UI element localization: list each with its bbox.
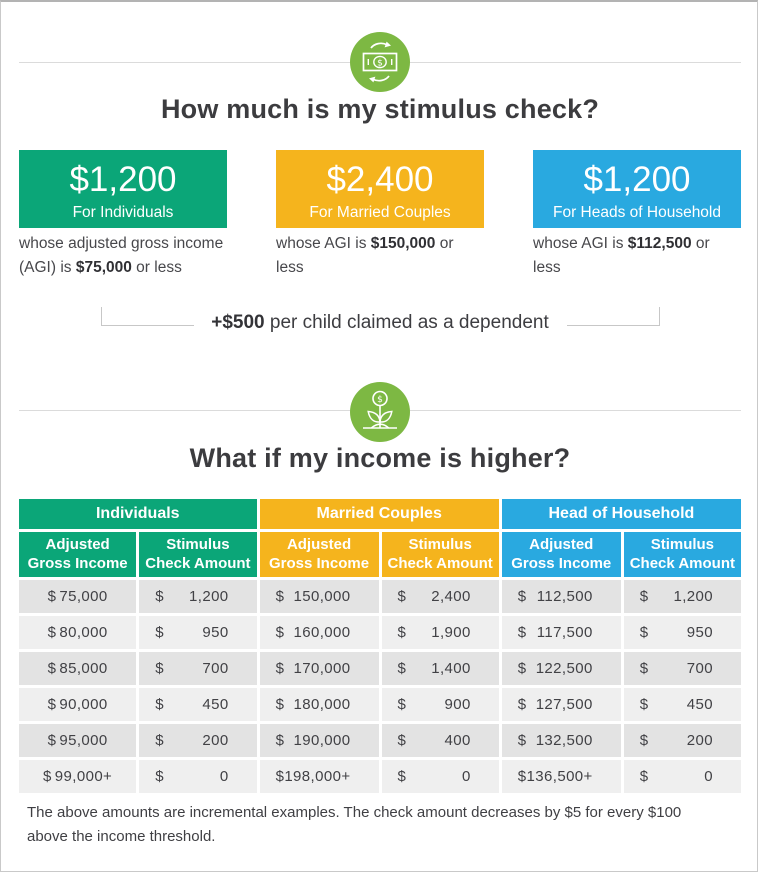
cell-married-check: $ 0 bbox=[382, 760, 499, 793]
desc-individuals: whose adjusted gross income (AGI) is $75,000 or less bbox=[19, 235, 224, 276]
column-header-agi: Adjusted Gross Income bbox=[502, 532, 621, 577]
section-title-higher-income: What if my income is higher? bbox=[189, 443, 571, 473]
svg-text:$: $ bbox=[377, 58, 383, 69]
cell-married-check: $ 2,400 bbox=[382, 580, 499, 613]
cell-hoh-check: $ 1,200 bbox=[624, 580, 741, 613]
cell-hoh-check: $ 450 bbox=[624, 688, 741, 721]
cell-married-agi: $ 198,000+ bbox=[260, 760, 379, 793]
group-header-married-couples: Married Couples bbox=[260, 499, 499, 529]
card-audience: For Individuals bbox=[72, 204, 174, 221]
table-footnote: The above amounts are incremental examples. The check amount decreases by $5 for every $100 above the income threshold. bbox=[27, 804, 682, 845]
cell-hoh-agi: $ 132,500 bbox=[502, 724, 621, 757]
cell-hoh-agi: $ 127,500 bbox=[502, 688, 621, 721]
cell-individuals-agi: $ 99,000+ bbox=[19, 760, 136, 793]
desc-married-couples: whose AGI is $150,000 or less bbox=[276, 235, 454, 276]
cell-married-check: $ 900 bbox=[382, 688, 499, 721]
income-table bbox=[19, 499, 741, 793]
cell-individuals-agi: $ 80,000 bbox=[19, 616, 136, 649]
card-audience: For Heads of Household bbox=[552, 204, 721, 221]
cell-hoh-agi: $ 112,500 bbox=[502, 580, 621, 613]
card-amount: $2,400 bbox=[326, 160, 434, 199]
card-amount: $1,200 bbox=[583, 160, 691, 199]
section-title-stimulus-check: How much is my stimulus check? bbox=[160, 94, 600, 124]
cell-married-agi: $ 160,000 bbox=[260, 616, 379, 649]
cell-individuals-check: $ 0 bbox=[139, 760, 256, 793]
column-header-check-amount: Stimulus Check Amount bbox=[624, 532, 741, 577]
card-married-couples bbox=[276, 150, 484, 228]
svg-text:$: $ bbox=[377, 394, 383, 405]
cell-hoh-agi: $ 122,500 bbox=[502, 652, 621, 685]
group-header-individuals: Individuals bbox=[19, 499, 257, 529]
cell-married-agi: $ 170,000 bbox=[260, 652, 379, 685]
cell-individuals-agi: $ 90,000 bbox=[19, 688, 136, 721]
cell-hoh-check: $ 0 bbox=[624, 760, 741, 793]
card-individuals bbox=[19, 150, 227, 228]
agi-threshold: $112,500 bbox=[627, 235, 692, 252]
cell-individuals-check: $ 450 bbox=[139, 688, 256, 721]
card-amount: $1,200 bbox=[69, 160, 177, 199]
column-header-check-amount: Stimulus Check Amount bbox=[139, 532, 256, 577]
cell-individuals-check: $ 700 bbox=[139, 652, 256, 685]
agi-threshold: $150,000 bbox=[370, 235, 436, 252]
desc-heads-of-household: whose AGI is $112,500 or less bbox=[533, 235, 710, 276]
money-plant-icon bbox=[350, 382, 410, 442]
column-header-agi: Adjusted Gross Income bbox=[19, 532, 136, 577]
agi-threshold: $75,000 bbox=[75, 259, 132, 276]
cell-hoh-check: $ 700 bbox=[624, 652, 741, 685]
cell-individuals-check: $ 200 bbox=[139, 724, 256, 757]
amount-cards bbox=[19, 150, 741, 228]
group-header-head-of-household: Head of Household bbox=[502, 499, 741, 529]
cell-individuals-check: $ 950 bbox=[139, 616, 256, 649]
cell-hoh-check: $ 200 bbox=[624, 724, 741, 757]
cell-married-check: $ 1,400 bbox=[382, 652, 499, 685]
column-header-check-amount: Stimulus Check Amount bbox=[382, 532, 499, 577]
cell-individuals-agi: $ 75,000 bbox=[19, 580, 136, 613]
column-header-agi: Adjusted Gross Income bbox=[260, 532, 379, 577]
cell-married-agi: $ 150,000 bbox=[260, 580, 379, 613]
cell-married-agi: $ 190,000 bbox=[260, 724, 379, 757]
cell-hoh-check: $ 950 bbox=[624, 616, 741, 649]
dependent-note: +$500 per child claimed as a dependent bbox=[211, 312, 549, 333]
cell-individuals-agi: $ 95,000 bbox=[19, 724, 136, 757]
cell-married-agi: $ 180,000 bbox=[260, 688, 379, 721]
card-audience: For Married Couples bbox=[309, 204, 451, 221]
cash-cycle-icon bbox=[350, 32, 410, 92]
cell-individuals-check: $ 1,200 bbox=[139, 580, 256, 613]
card-heads-of-household bbox=[533, 150, 741, 228]
cell-married-check: $ 1,900 bbox=[382, 616, 499, 649]
cell-hoh-agi: $ 117,500 bbox=[502, 616, 621, 649]
cell-individuals-agi: $ 85,000 bbox=[19, 652, 136, 685]
eligibility-descriptions bbox=[19, 232, 741, 280]
cell-married-check: $ 400 bbox=[382, 724, 499, 757]
cell-hoh-agi: $ 136,500+ bbox=[502, 760, 621, 793]
